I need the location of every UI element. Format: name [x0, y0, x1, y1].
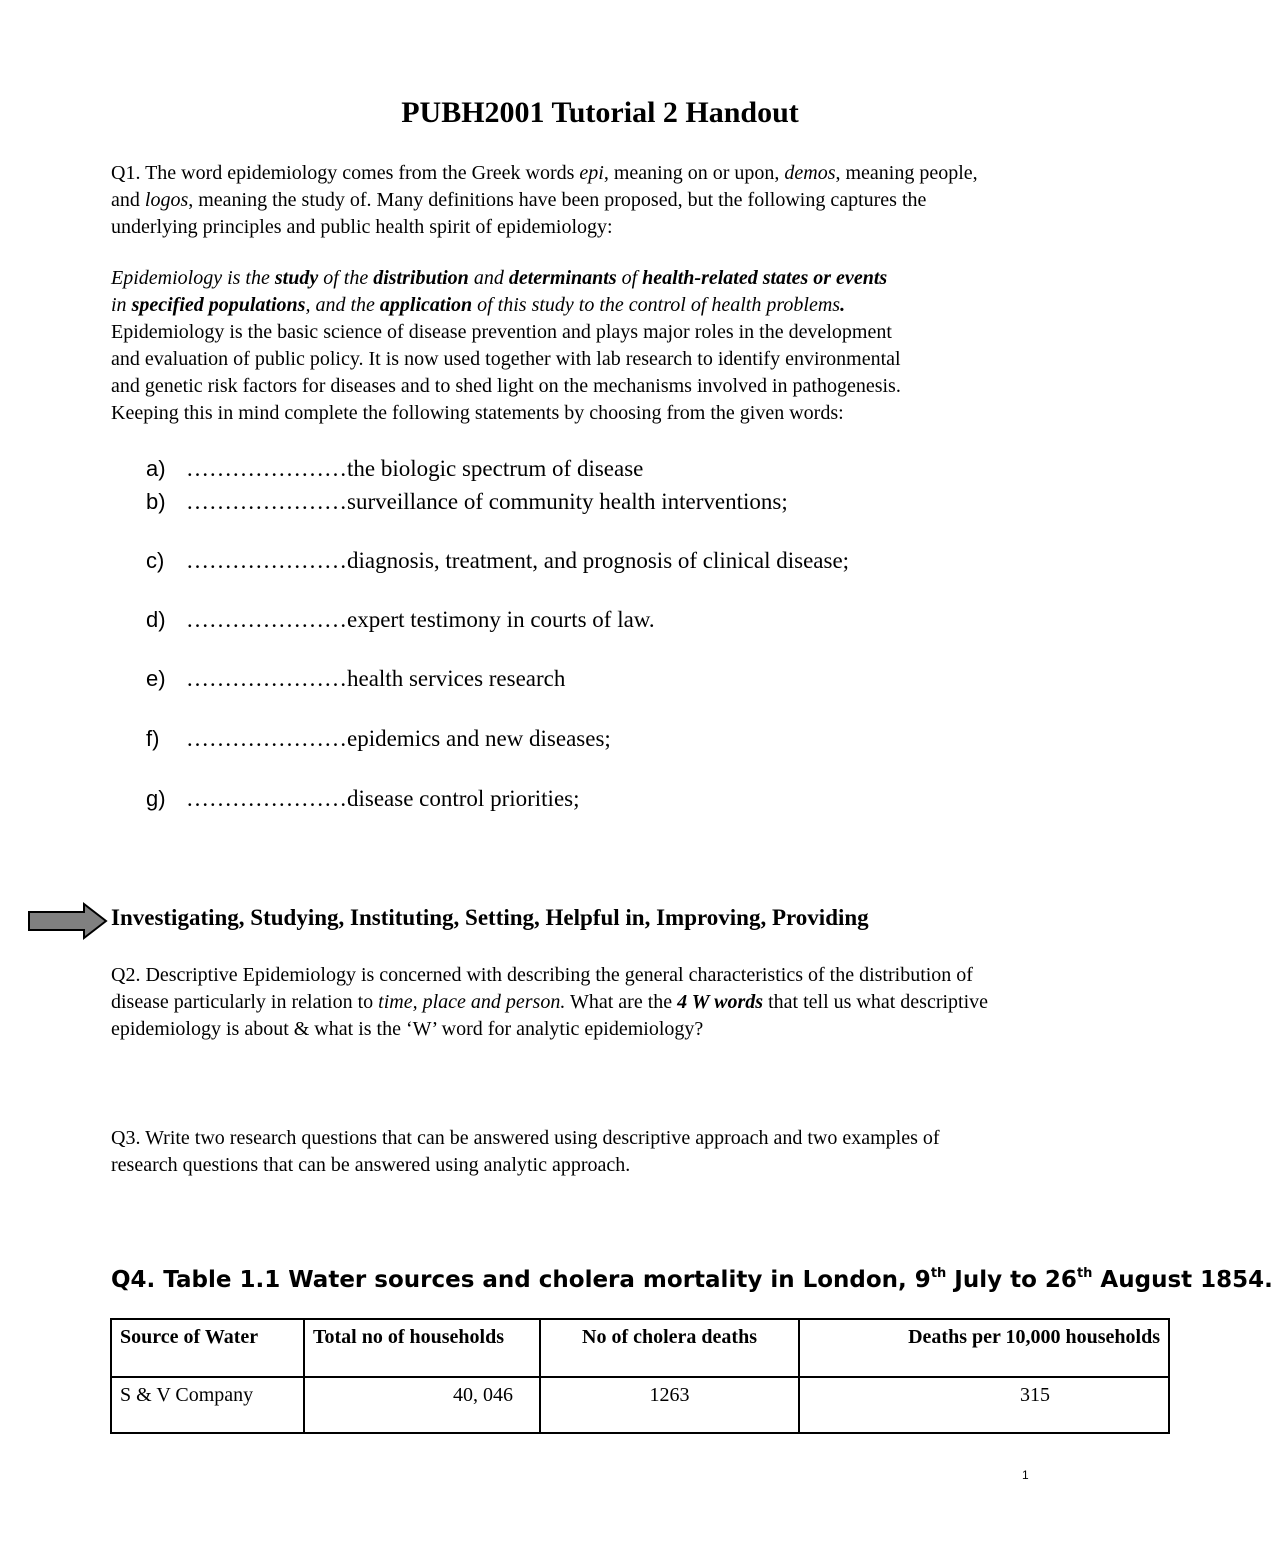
- table-row: [111, 1377, 1169, 1433]
- table-cell: 1263: [540, 1377, 799, 1433]
- list-item: f) …………………epidemics and new diseases;: [146, 726, 611, 751]
- list-item: d) …………………expert testimony in courts of law.: [146, 607, 655, 632]
- arrow-right-icon: [28, 903, 108, 939]
- table-header: Source of Water: [111, 1319, 304, 1377]
- list-item: c) …………………diagnosis, treatment, and prognosis of clinical disease;: [146, 548, 850, 573]
- q1-body: Epidemiology is the basic science of disease prevention and plays major roles in the development and evaluation of public policy. It is now used together with lab research to identify environmental and genetic risk factors for diseases and to shed light on the mechanisms involved in pathogenesis. Keeping this in mind complete the following statements by choosing from the given words:: [111, 321, 901, 424]
- table-header: Total no of households: [304, 1319, 540, 1377]
- table-cell: 315: [799, 1377, 1169, 1433]
- table-cell: S & V Company: [111, 1377, 304, 1433]
- page-title: PUBH2001 Tutorial 2 Handout: [401, 96, 799, 129]
- page-number: 1: [1022, 1468, 1029, 1482]
- table-cell: 40, 046: [304, 1377, 540, 1433]
- q1-intro: Q1. The word epidemiology comes from the Greek words epi, meaning on or upon, demos, meaning people, and logos, meaning the study of. Many definitions have been proposed, but the following captures the underlying principles and public health spirit of epidemiology:: [111, 162, 978, 238]
- list-item: a) …………………the biologic spectrum of disease: [146, 456, 644, 481]
- table-header: No of cholera deaths: [540, 1319, 799, 1377]
- epidemiology-definition: Epidemiology is the study of the distribution and determinants of health-related states or events in specified populations, and the application of this study to the control of health problems.: [111, 267, 888, 316]
- list-item: g) …………………disease control priorities;: [146, 786, 580, 811]
- list-item: b) …………………surveillance of community health interventions;: [146, 489, 788, 514]
- table-header: Deaths per 10,000 households: [799, 1319, 1169, 1377]
- q4-table-caption: Q4. Table 1.1 Water sources and cholera mortality in London, 9th July to 26th August 1854.: [111, 1266, 1273, 1293]
- q3-text: Q3. Write two research questions that can be answered using descriptive approach and two examples of research questions that can be answered using analytic approach.: [111, 1127, 940, 1176]
- water-cholera-table: [110, 1318, 1170, 1434]
- word-bank: Investigating, Studying, Instituting, Setting, Helpful in, Improving, Providing: [111, 905, 869, 930]
- table-header-row: [111, 1319, 1169, 1377]
- q2-text: Q2. Descriptive Epidemiology is concerned with describing the general characteristics of the distribution of disease particularly in relation to time, place and person. What are the 4 W words that tell us what descriptive epidemiology is about & what is the ‘W’ word for analytic epidemiology?: [111, 964, 989, 1040]
- list-item: e) …………………health services research: [146, 666, 566, 691]
